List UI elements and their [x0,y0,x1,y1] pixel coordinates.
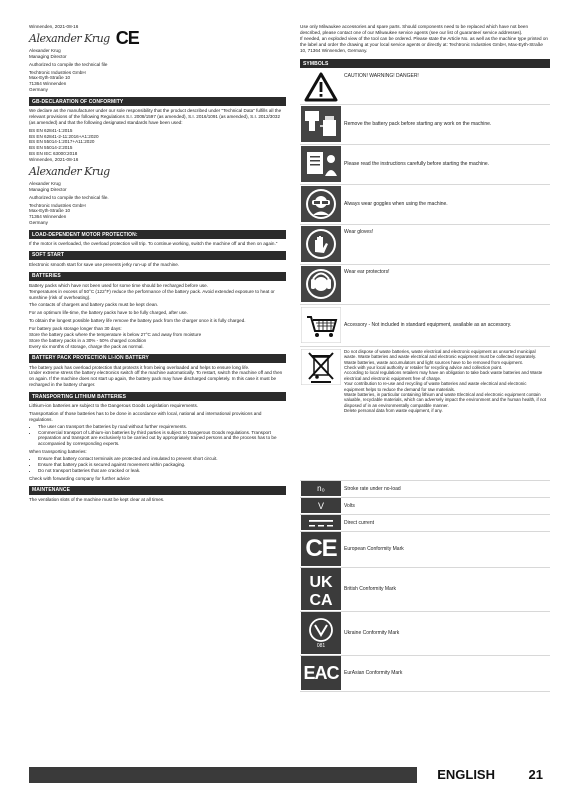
right-column [300,24,550,692]
section-heading-gb-declaration: GB-DECLARATION OF CONFORMITY [29,97,286,106]
standard-item: BS EN 55014-2:2015 [29,145,73,151]
gb-authorized-note: Authorized to compile the technical file. [29,194,109,200]
ukraine-mark-icon [301,612,341,654]
footer-language: ENGLISH [437,767,495,782]
table-row [300,567,550,611]
table-row [300,514,550,531]
standard-item: BS EN 62841-1:2015 [29,127,73,133]
table-row [300,70,550,104]
list-item: • Ensure that battery contact terminals are protected and insulated to prevent short circuit. [38,456,286,462]
table-row [300,304,550,346]
signer-title: Managing Director [29,53,67,59]
table-row [300,264,550,304]
symbol-description: European Conformity Mark [342,531,550,567]
table-row [300,531,550,567]
footer-bar [29,767,417,783]
table-row [300,144,550,184]
section-heading-symbols: SYMBOLS [300,59,550,68]
symbols-table [300,70,550,692]
page-footer [29,767,553,783]
gloves-icon [301,226,341,262]
transport-paragraph: Lithium-ion batteries are subject to the Dangerous Goods Legislation requirements. [29,403,199,408]
symbol-description: Wear gloves! [342,224,550,264]
section-heading-battery-protection: BATTERY PACK PROTECTION LI-ION BATTERY [29,354,286,363]
symbol-description: Do not dispose of waste batteries, waste electrical and electronic equipment as unsorted municipal waste. Waste batteries and waste electrical and electronic equipment must be collected separately. Waste batteries, waste accumulators and light sources have to be removed from equipment. Check with your local authority or retailer for recycling advice and collection point. According to local regulations retailers may have an obligation to take back waste batteries and Waste electrical and electronic equipment free of charge. Your contribution to re-use and recycling of waste batteries and waste electrical and electronic equipment helps to reduce the demand for raw materials. Waste batteries, in particular containing lithium and waste Electrical and electronic equipment contain valuable, recyclable materials, which can adversely impact the environment and the human health, if not disposed of in an environmentally compatible manner. Delete personal data from waste equipment, if any. [342,346,550,480]
batteries-paragraph: The contacts of chargers and battery packs must be kept clean. [29,302,159,308]
table-row [300,184,550,224]
transport-bullets [29,456,286,474]
company-country: Germany [29,87,48,93]
table-row [300,346,550,480]
authorized-note: Authorized to compile the technical file [29,61,108,67]
list-item: • Ensure that battery pack is secured against movement within packaging. [38,462,286,468]
transport-bullets [29,424,286,448]
batteries-paragraph: Every six months of storage, charge the pack as normal. [29,343,144,349]
service-intro: Use only Milwaukee accessories and spare parts. Should components need to be replaced which have not been described, please contact one of our Milwaukee service agents (see our list of guarantee/ service addresses). [300,24,529,35]
transport-paragraph: When transporting batteries: [29,449,87,455]
crossed-bin-icon [301,349,341,385]
transport-paragraph: Check with forwarding company for further advice [29,475,130,481]
batteries-paragraph: For battery pack storage longer than 30 days: [29,326,122,331]
ukraine-mark-number: 081 [316,643,326,650]
section-heading-maintenance: MAINTENANCE [29,486,286,495]
batteries-paragraph: Battery packs which have not been used for some time should be recharged before use. [29,282,209,288]
battery-protection-paragraph: Under extreme stress the battery electronics switch off the machine automatically. To restart, switch the machine off and then on again. If the machine does not start up again, the battery pack may have discharged completely. In this case it must be recharged in the battery charger. [29,370,283,388]
read-manual-icon [301,146,341,182]
declaration-date: Winnenden, 2021-08-16 [29,24,79,29]
load-protection-text: If the motor is overloaded, the overload protection will trip. To continue working, switch the machine off and then on again." [29,241,278,246]
gb-signature-image: Alexander Krug [29,165,110,179]
gb-signer-name: Alexander Krug [29,180,61,186]
section-heading-load-protection: LOAD-DEPENDENT MOTOR PROTECTION: [29,230,286,239]
symbol-description: British Conformity Mark [342,567,550,611]
svg-text:CA: CA [309,592,333,609]
section-heading-transporting: TRANSPORTING LITHIUM BATTERIES [29,392,286,401]
no-load-speed-icon: n₀ [301,481,341,496]
table-row [300,480,550,497]
section-heading-soft-start: SOFT START [29,251,286,260]
gb-signer-title: Managing Director [29,186,67,192]
symbol-description: Wear ear protectors! [342,264,550,304]
batteries-paragraph: To obtain the longest possible battery life remove the battery pack from the charger once it is fully charged. [29,318,246,324]
gb-company-street: Max-Eyth-Straße 10 [29,208,71,214]
standard-item: BS EN 62841-2-11:2016+A1:2020 [29,133,99,139]
standard-item: BS EN 55014-1:2017+A11:2020 [29,139,95,145]
batteries-paragraph: Store the battery pack where the temperature is below 27°C and away from moisture [29,331,202,337]
standards-list [29,128,286,157]
batteries-paragraph: For an optimum life-time, the battery packs have to be fully charged, after use. [29,310,188,316]
battery-protection-paragraph: The battery pack has overload protection that protects it from being overloaded and helps to ensure long life. [29,364,250,370]
maintenance-text: The ventilation slots of the machine must be kept clear at all times. [29,496,165,502]
accessory-cart-icon [301,307,341,343]
company-name: Techtronic Industries GmbH [29,69,86,75]
list-item: • Commercial transport of Lithium-ion batteries by third parties is subject to Dangerous Goods regulations. Transport preparation and transport are exclusively to be carried out by appropriately trained persons and the process has to be accompanied by corresponding experts. [38,430,286,448]
standard-item: BS EN IEC 63000:2018 [29,151,78,157]
ce-mark-icon: CE [301,532,341,566]
section-heading-batteries: BATTERIES [29,272,286,281]
gb-declaration-text: We declare as the manufacturer under our sole responsibility that the product described under "Technical Data" fulfills all the relevant provisions of the following Regulations S.I. 2008/1597 (as amended), S.I. 2016/1091 (as amended), S.I. 2012/3032 (as amended) and that the following designated standards have been used: [29,108,282,125]
table-row [300,497,550,514]
symbol-description: Always wear goggles when using the machine. [342,184,550,224]
company-street: Max-Eyth-Straße 10 [29,75,71,81]
eac-mark-icon: EAC [301,656,341,690]
signature-image: Alexander Krug [29,32,110,46]
soft-start-text: Electronic smooth start for save use prevents jerky run-up of the machine. [29,261,180,267]
exploded-view-note: If needed, an exploded view of the tool can be ordered. Please state the Article No. as well as the machine type printed on the label and order the drawing at your local service agents or directly at: Techtronic Industries GmbH, Max-Eyth-Straße 10, 71364 Winnenden, Germany. [300,35,548,53]
table-row [300,224,550,264]
table-row [300,655,550,691]
page-number: 21 [528,767,543,782]
direct-current-icon [301,515,341,530]
symbol-description: Stroke rate under no-load [342,480,550,497]
gb-company-name: Techtronic Industries GmbH [29,202,86,208]
gb-company-country: Germany [29,220,48,226]
table-row [300,611,550,655]
batteries-paragraph: Store the battery packs in a 30% - 50% charged condition [29,337,147,343]
signer-name: Alexander Krug [29,47,61,53]
transport-paragraph: Transportation of those batteries has to be done in accordance with local, national and international provisions and regulations. [29,410,262,422]
table-row [300,104,550,144]
symbol-description: Accessory - Not included in standard equipment, available as an accessory. [342,304,550,346]
symbol-description: CAUTION! WARNING! DANGER! [342,70,550,104]
left-column [29,24,286,502]
symbol-description: Please read the instructions carefully before starting the machine. [342,144,550,184]
gb-company-city: 71364 Winnenden [29,214,67,220]
ear-protection-icon [301,266,341,302]
signature-row [29,30,286,48]
gb-declaration-date: Winnenden, 2021-08-16 [29,157,79,162]
svg-text:UK: UK [309,574,333,592]
symbol-description: Remove the battery pack before starting any work on the machine. [342,104,550,144]
ce-logo: CE [115,28,139,49]
list-item: • The user can transport the batteries by road without further requirements. [38,424,286,430]
declaration-top-block [29,24,286,93]
remove-battery-icon [301,106,341,142]
symbol-description: Ukraine Conformity Mark [342,611,550,655]
ukca-mark-icon [301,568,341,610]
goggles-icon [301,186,341,222]
symbol-description: Direct current [342,514,550,531]
batteries-paragraph: Temperatures in excess of 50°C (122°F) reduce the performance of the battery pack. Avoid extended exposure to heat or sunshine (risk of overheating). [29,288,275,300]
symbol-description: Volts [342,497,550,514]
volts-icon: V [301,498,341,513]
company-city: 71364 Winnenden [29,81,67,87]
symbol-description: EurAsian Conformity Mark [342,655,550,691]
warning-triangle-icon [301,72,341,102]
list-item: • Do not transport batteries that are cracked or leak. [38,468,286,474]
